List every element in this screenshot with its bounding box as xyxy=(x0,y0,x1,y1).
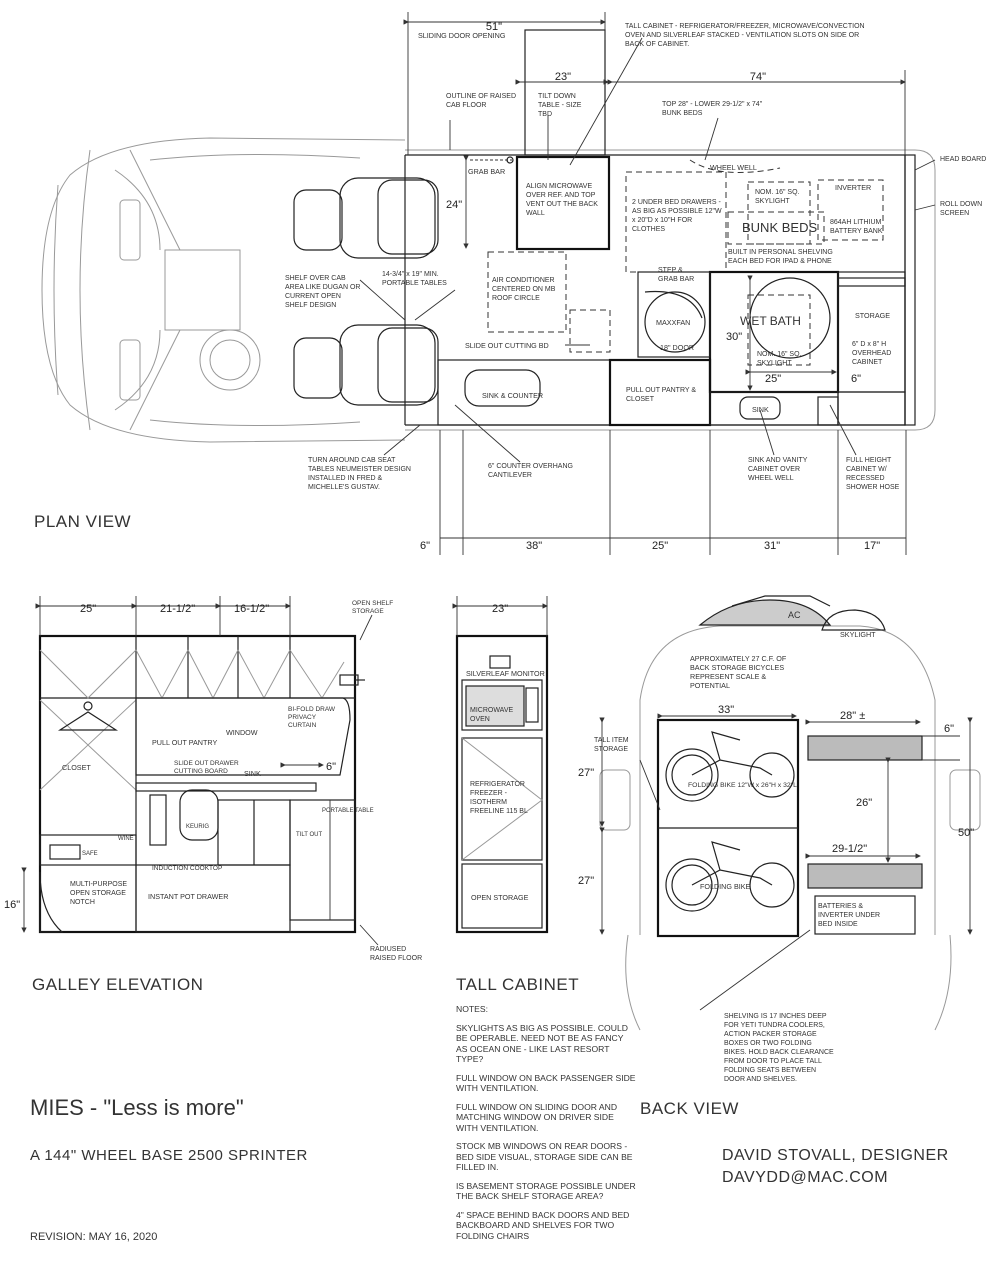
window-label: WINDOW xyxy=(226,728,258,737)
portable-tables-label: 14-3/4" x 19" MIN. PORTABLE TABLES xyxy=(382,271,447,287)
cab-seat-bottom xyxy=(294,325,438,405)
revision-date: REVISION: MAY 16, 2020 xyxy=(30,1231,158,1243)
turn-around-label: TURN AROUND CAB SEAT TABLES NEUMEISTER DESIGN INSTALLED IN FRED & MICHELLE'S GUSTAV. xyxy=(308,457,411,491)
sink-counter-label: SINK & COUNTER xyxy=(482,391,544,400)
sink-label: SINK xyxy=(752,405,769,414)
closet-label: CLOSET xyxy=(62,763,91,772)
back-dim-h6: 6" xyxy=(944,723,955,735)
note-item: IS BASEMENT STORAGE POSSIBLE UNDER THE BACK SHELF STORAGE AREA? xyxy=(456,1180,636,1201)
tall-cabinet-labels xyxy=(456,603,579,994)
pantry-label: PULL OUT PANTRY & CLOSET xyxy=(626,387,697,403)
full-height-label: FULL HEIGHT CABINET W/ RECESSED SHOWER HOSE xyxy=(846,457,900,491)
dim-table-depth: 24" xyxy=(446,199,463,211)
shelf-cab-label: SHELF OVER CAB AREA LIKE DUGAN OR CURRENT OPEN SHELF DESIGN xyxy=(285,275,361,309)
notes-heading: NOTES: xyxy=(456,1004,488,1014)
sink-vanity-label: SINK AND VANITY CABINET OVER WHEEL WELL xyxy=(748,457,808,482)
cab-seat-top xyxy=(294,178,438,258)
back-view-title: BACK VIEW xyxy=(640,1099,739,1118)
galley-dim-d1: 25" xyxy=(80,603,97,615)
tall-cabinet-elevation xyxy=(457,596,547,932)
wet-bath-label: WET BATH xyxy=(740,314,801,328)
bike-lower xyxy=(666,842,794,911)
note-item: FULL WINDOW ON SLIDING DOOR AND MATCHING WINDOW ON DRIVER SIDE WITH VENTILATION. xyxy=(456,1101,618,1133)
head-board-label: HEAD BOARD xyxy=(940,156,987,163)
radiused-label: RADIUSED RAISED FLOOR xyxy=(370,946,423,962)
slide-cutting-label: SLIDE OUT CUTTING BD xyxy=(465,341,549,350)
skylight-1-label: NOM. 16" SQ. SKYLIGHT xyxy=(755,189,800,205)
galley-dim-d4: 6" xyxy=(326,761,337,773)
dim-b4: 31" xyxy=(764,540,781,552)
back-dim-w33: 33" xyxy=(718,704,735,716)
back-dim-w28: 28" ± xyxy=(840,710,866,722)
instant-pot-label: INSTANT POT DRAWER xyxy=(148,892,229,901)
overhead-label: 6" D x 8" H OVERHEAD CABINET xyxy=(852,341,892,366)
portable-label: PORTABLE TABLE xyxy=(322,808,374,814)
back-shelving-label: SHELVING IS 17 INCHES DEEP FOR YETI TUNDRA COOLERS, ACTION PACKER STORAGE BOXES OR TWO FOLDING BIKES. HOLD BACK CLEARANCE FROM DOOR TO PLACE TALL FOLDING SEATS BETWEEN DOOR AND SHELVES. xyxy=(724,1013,834,1083)
micro-label: MICROWAVE OVEN xyxy=(470,707,514,723)
skylight-label: SKYLIGHT xyxy=(840,630,876,639)
dim-table-width: 23" xyxy=(554,71,572,83)
safe-label: SAFE xyxy=(82,851,98,857)
bifold-label: BI-FOLD DRAW PRIVACY CURTAIN xyxy=(288,706,336,729)
bed-drawers-label: 2 UNDER BED DRAWERS - AS BIG AS POSSIBLE 12"W x 20"D x 10"H FOR CLOTHES xyxy=(632,199,722,233)
step-grab-label: STEP & GRAB BAR xyxy=(658,267,695,283)
dim-b3: 25" xyxy=(652,540,669,552)
maxxfan-label: MAXXFAN xyxy=(656,318,691,327)
wine-label: WINE xyxy=(118,836,134,842)
dim-b1: 6" xyxy=(420,540,431,552)
back-dim-h26: 26" xyxy=(856,797,873,809)
designer-email: DAVYDD@MAC.COM xyxy=(722,1169,889,1186)
induction-label: INDUCTION COOKTOP xyxy=(152,865,223,872)
shelving-label: BUILT IN PERSONAL SHELVING EACH BED FOR IPAD & PHONE xyxy=(728,249,833,265)
plan-view-title: PLAN VIEW xyxy=(34,512,132,531)
bunk-beds-label: BUNK BEDS xyxy=(742,220,818,235)
dim-storage-depth: 6" xyxy=(851,373,862,385)
ac-label: AC xyxy=(788,610,801,620)
open-storage-label: OPEN STORAGE xyxy=(471,893,529,902)
keurig-label: KEURIG xyxy=(186,824,210,830)
approx-label: APPROXIMATELY 27 C.F. OF BACK STORAGE BICYCLES REPRESENT SCALE & POTENTIAL xyxy=(690,654,787,690)
inverter-label: INVERTER xyxy=(835,183,872,192)
note-item: SKYLIGHTS AS BIG AS POSSIBLE. COULD BE OPERABLE. NEED NOT BE AS FANCY AS OCEAN ONE - LIKE LAST RESORT TYPE? xyxy=(456,1022,628,1064)
tall-cabinet-title: TALL CABINET xyxy=(456,975,580,994)
bunk-top-label: TOP 28" - LOWER 29-1/2" x 74" BUNK BEDS xyxy=(662,101,763,117)
tilt-table-label: TILT DOWN TABLE - SIZE TBD xyxy=(538,93,582,118)
designer-name: DAVID STOVALL, DESIGNER xyxy=(722,1147,949,1164)
overhang-label: 6" COUNTER OVERHANG CANTILEVER xyxy=(488,463,573,479)
fridge-label: REFRIGERATOR FREEZER - ISOTHERM FREELINE 115 BL xyxy=(470,781,528,815)
dim-wetbath-width: 25" xyxy=(765,373,782,385)
back-dim-h27b: 27" xyxy=(578,875,595,887)
tall-dim: 23" xyxy=(492,603,509,615)
notes-block xyxy=(456,1004,636,1241)
dim-wetbath-depth: 30" xyxy=(726,331,743,343)
outline-cab-label: OUTLINE OF RAISED CAB FLOOR xyxy=(446,93,517,109)
back-dim-h50: 50" xyxy=(958,827,975,839)
galley-dim-d3: 16-1/2" xyxy=(234,603,270,615)
galley-title: GALLEY ELEVATION xyxy=(32,975,204,994)
multi-label: MULTI-PURPOSE OPEN STORAGE NOTCH xyxy=(70,881,128,906)
tilt-out-label: TILT OUT xyxy=(296,832,323,838)
galley-dim-d5: 16" xyxy=(4,899,21,911)
sliding-door-label: SLIDING DOOR OPENING xyxy=(418,31,506,40)
wheel-well-label: WHEEL WELL xyxy=(710,163,757,172)
dim-b2: 38" xyxy=(526,540,543,552)
open-shelf-label: OPEN SHELF STORAGE xyxy=(352,600,394,615)
dim-cabinet-run: 74" xyxy=(749,71,767,83)
grab-bar-label: GRAB BAR xyxy=(468,167,506,176)
galley-sink-label: SINK xyxy=(244,769,261,778)
door-18-label: 18" DOOR xyxy=(660,343,695,352)
note-item: 4" SPACE BEHIND BACK DOORS AND BED BACKBOARD AND SHELVES FOR TWO FOLDING CHAIRS xyxy=(456,1209,630,1241)
galley-pantry-label: PULL OUT PANTRY xyxy=(152,738,218,747)
galley-dim-d2: 21-1/2" xyxy=(160,603,196,615)
align-micro-label: ALIGN MICROWAVE OVER REF. AND TOP VENT OUT THE BACK WALL xyxy=(526,183,598,217)
tall-cabinet-note: TALL CABINET - REFRIGERATOR/FREEZER, MICROWAVE/CONVECTION OVEN AND SILVERLEAF STACKED - VENTILATION SLOTS ON SIDE OR BACK OF CABINET. xyxy=(625,23,865,48)
bike-2-label: FOLDING BIKE xyxy=(700,882,751,891)
bike-1-label: FOLDING BIKE 12"W x 26"H x 32"L xyxy=(688,782,797,789)
air-cond-label: AIR CONDITIONER CENTERED ON MB ROOF CIRCLE xyxy=(492,277,556,302)
battery-label: 864AH LITHIUM BATTERY BANK xyxy=(830,219,883,235)
back-view xyxy=(600,596,980,1030)
back-dim-h27a: 27" xyxy=(578,767,595,779)
dim-b5: 17" xyxy=(864,540,881,552)
roll-screen-label: ROLL DOWN SCREEN xyxy=(940,201,983,217)
back-dim-w29: 29-1/2" xyxy=(832,843,868,855)
batteries-label: BATTERIES & INVERTER UNDER BED INSIDE xyxy=(818,903,881,928)
note-item: FULL WINDOW ON BACK PASSENGER SIDE WITH VENTILATION. xyxy=(456,1072,636,1093)
skylight-2-label: NOM. 16" SQ. SKYLIGHT xyxy=(757,351,802,367)
dim-sliding-door: 51" xyxy=(485,21,503,33)
project-name: MIES - "Less is more" xyxy=(30,1095,244,1120)
tall-item-label: TALL ITEM STORAGE xyxy=(594,737,629,753)
project-subtitle: A 144" WHEEL BASE 2500 SPRINTER xyxy=(30,1147,308,1164)
storage-label: STORAGE xyxy=(855,311,891,320)
monitor-label: SILVERLEAF MONITOR xyxy=(466,669,545,678)
slide-drawer-label: SLIDE OUT DRAWER CUTTING BOARD xyxy=(174,760,239,775)
note-item: STOCK MB WINDOWS ON REAR DOORS - BED SIDE VISUAL, STORAGE SIDE CAN BE FILLED IN. xyxy=(456,1141,633,1172)
